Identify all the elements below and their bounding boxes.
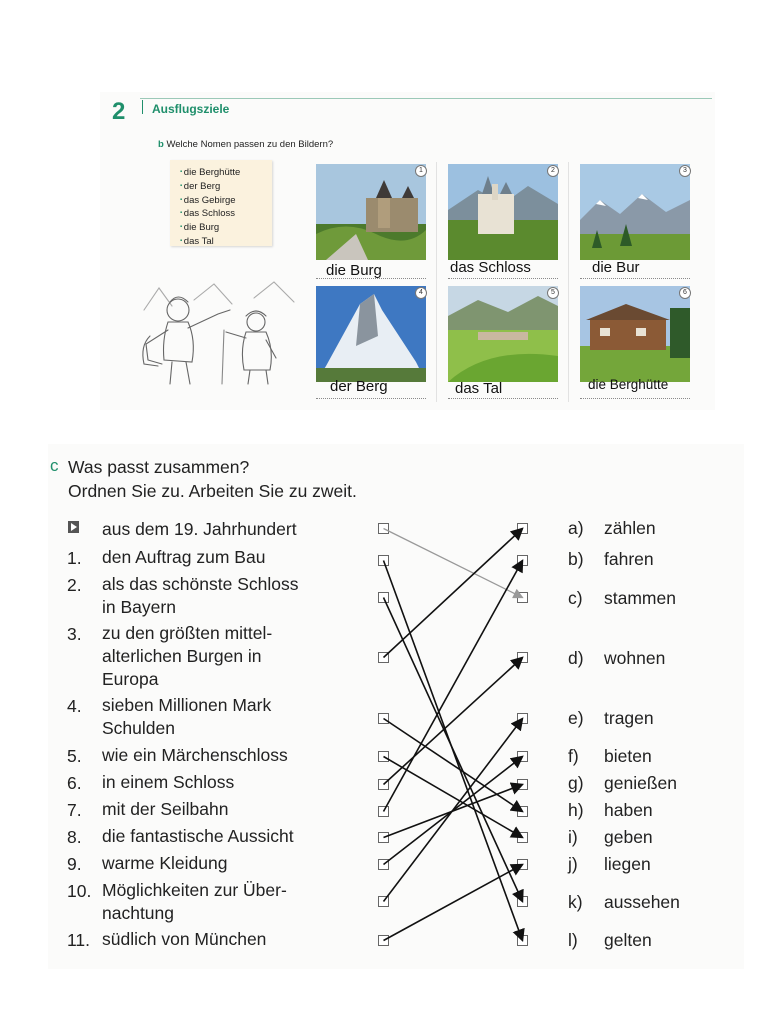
answer-photo-2: das Schloss	[450, 259, 531, 276]
item-text: in einem Schloss	[102, 772, 235, 792]
word-box-item: ▪ das Schloss	[180, 207, 272, 221]
word-box-item: ▪ das Gebirge	[180, 194, 272, 208]
item-number: 10.	[67, 881, 92, 901]
answer-photo-6: die Berghütte	[588, 377, 669, 392]
word-box-item: ▪ das Tal	[180, 235, 272, 249]
section-number: 2	[112, 98, 126, 125]
item-text: wie ein Märchenschloss	[102, 745, 288, 765]
option-text: liegen	[604, 854, 651, 874]
option-text: geben	[604, 827, 653, 847]
answer-photo-4: der Berg	[330, 378, 388, 395]
option-letter: h)	[568, 800, 584, 820]
option-text: haben	[604, 800, 653, 820]
option-text: bieten	[604, 746, 652, 766]
item-text: die fantastische Aussicht	[102, 826, 294, 846]
photo-number: 1	[415, 165, 427, 177]
exercise-c-letter: c	[50, 456, 59, 475]
option-letter: l)	[568, 930, 578, 950]
photo-number: 6	[679, 287, 691, 299]
match-arrow-example-c	[384, 529, 523, 598]
option-text: aussehen	[604, 892, 680, 912]
item-text: zu den größten mittel- alterlichen Burgen in Europa	[102, 623, 273, 689]
answer-photo-5: das Tal	[455, 380, 503, 397]
exercise-b-letter: b	[158, 139, 164, 150]
item-number: 6.	[67, 773, 82, 793]
option-text: wohnen	[604, 648, 666, 668]
option-letter: i)	[568, 827, 578, 847]
option-letter: c)	[568, 588, 583, 608]
item-text-example: aus dem 19. Jahrhundert	[102, 519, 297, 539]
photo-number: 3	[679, 165, 691, 177]
section-title: Ausflugsziele	[152, 102, 230, 116]
item-text: südlich von München	[102, 929, 267, 949]
option-text: zählen	[604, 518, 656, 538]
option-letter: g)	[568, 773, 584, 793]
item-number: 8.	[67, 827, 82, 847]
item-text: warme Kleidung	[102, 853, 228, 873]
option-letter: k)	[568, 892, 583, 912]
photo-number: 4	[415, 287, 427, 299]
word-box-item: ▪ die Burg	[180, 221, 272, 235]
item-number: 5.	[67, 746, 82, 766]
item-text: sieben Millionen Mark Schulden	[102, 695, 272, 738]
answer-photo-3: die Bur	[592, 259, 640, 276]
item-number: 7.	[67, 800, 82, 820]
item-text: mit der Seilbahn	[102, 799, 229, 819]
match-arrow-2-k	[384, 598, 523, 902]
item-number: 4.	[67, 696, 82, 716]
option-text: stammen	[604, 588, 676, 608]
option-letter: e)	[568, 708, 584, 728]
item-number: 11.	[67, 930, 91, 950]
option-letter: b)	[568, 549, 584, 569]
match-arrow-10-e	[384, 719, 523, 902]
item-number: 9.	[67, 854, 82, 874]
option-letter: j)	[568, 854, 578, 874]
option-letter: a)	[568, 518, 584, 538]
item-number: 2.	[67, 575, 82, 595]
word-box-item: ▪ die Berghütte	[180, 166, 272, 180]
item-number: 3.	[67, 624, 82, 644]
exercise-c-title: Was passt zusammen?	[68, 457, 250, 477]
item-text: den Auftrag zum Bau	[102, 547, 266, 567]
photo-number: 2	[547, 165, 559, 177]
match-arrow-11-j	[384, 865, 523, 941]
option-text: genießen	[604, 773, 677, 793]
exercise-b-text: Welche Nomen passen zu den Bildern?	[166, 139, 334, 150]
option-letter: f)	[568, 746, 579, 766]
word-box-item: ▪ der Berg	[180, 180, 272, 194]
option-text: tragen	[604, 708, 654, 728]
match-arrow-7-b	[384, 561, 523, 812]
option-text: fahren	[604, 549, 654, 569]
photo-number: 5	[547, 287, 559, 299]
item-text: Möglichkeiten zur Über- nachtung	[102, 880, 287, 923]
item-text: als das schönste Schloss in Bayern	[102, 574, 299, 617]
answer-photo-1: die Burg	[326, 262, 382, 279]
item-number: 1.	[67, 548, 82, 568]
option-text: gelten	[604, 930, 652, 950]
option-letter: d)	[568, 648, 584, 668]
exercise-c-instruction: Ordnen Sie zu. Arbeiten Sie zu zweit.	[68, 481, 357, 501]
match-arrow-3-a	[384, 529, 523, 658]
